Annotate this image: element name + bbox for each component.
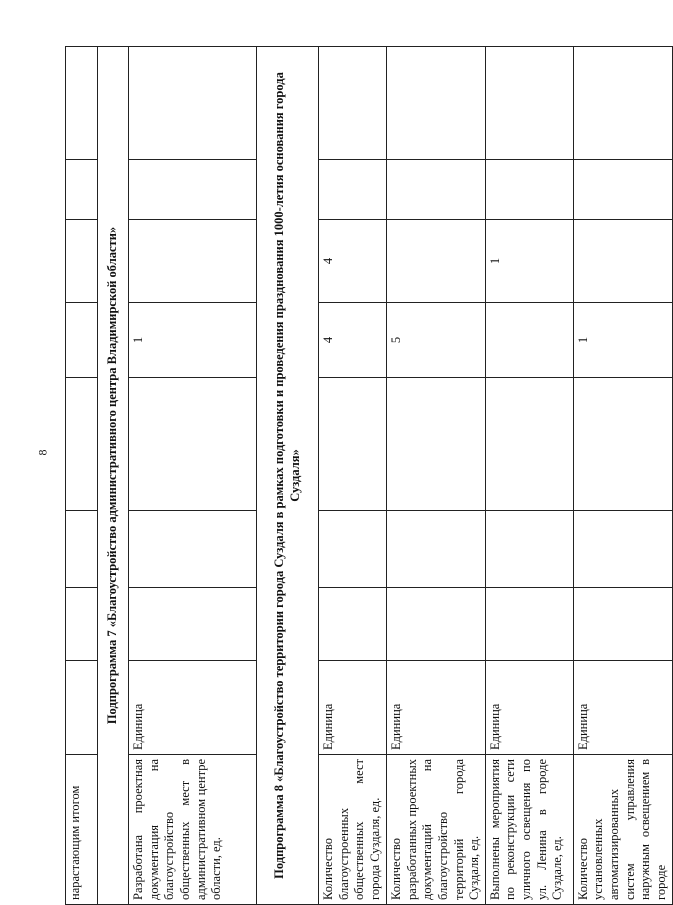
- table-row: [129, 47, 257, 905]
- table-row: [573, 47, 672, 905]
- table-row: [485, 47, 573, 905]
- value-cell: [129, 47, 257, 160]
- row-unit: Единица: [319, 661, 387, 755]
- row-unit: Единица: [129, 661, 257, 755]
- value-cell: [573, 220, 672, 303]
- row-unit: Единица: [573, 661, 672, 755]
- value-cell: [485, 511, 573, 588]
- value-cell: [129, 378, 257, 511]
- subprogram-8-header: [257, 47, 319, 905]
- value-cell: 1: [129, 303, 257, 378]
- row-unit: Единица: [387, 661, 486, 755]
- row-name: Количество установленных автоматизированных систем управления наружным освещением в городе: [573, 755, 672, 905]
- value-cell: [387, 378, 486, 511]
- page-number: 8: [35, 449, 50, 456]
- value-cell: [319, 160, 387, 220]
- value-cell: [387, 160, 486, 220]
- table-row: [66, 47, 98, 905]
- value-cell: 4: [319, 220, 387, 303]
- table-row: [319, 47, 387, 905]
- value-cell: [129, 220, 257, 303]
- value-cell: [573, 588, 672, 661]
- value-cell: 1: [573, 303, 672, 378]
- value-cell: [129, 511, 257, 588]
- value-cell: [129, 588, 257, 661]
- value-cell: [387, 588, 486, 661]
- value-cell: [129, 160, 257, 220]
- value-cell: [573, 511, 672, 588]
- subprogram-8-title: Подпрограмма 8 «Благоустройство территории города Суздаля в рамках подготовки и проведения празднования 1000-летия основания города Суздаля»: [257, 47, 319, 905]
- value-cell: [319, 588, 387, 661]
- subprogram-7-title: Подпрограмма 7 «Благоустройство административного центра Владимирской области»: [98, 47, 129, 905]
- value-cell: 4: [319, 303, 387, 378]
- value-cell: [485, 303, 573, 378]
- value-cell: 1: [485, 220, 573, 303]
- value-cell: [573, 47, 672, 160]
- value-cell: [573, 378, 672, 511]
- value-cell: [485, 378, 573, 511]
- row-name: Количество разработанных проектных документаций на благоустройство территорий города Суздаля, ед.: [387, 755, 486, 905]
- top-row-cell: нарастающим итогом: [66, 755, 98, 905]
- value-cell: [387, 47, 486, 160]
- value-cell: [485, 588, 573, 661]
- row-unit: Единица: [485, 661, 573, 755]
- table-row: [387, 47, 486, 905]
- value-cell: [485, 47, 573, 160]
- row-name: Выполнены мероприятия по реконструкции сети уличного освещения по ул. Ленина в городе Суздале, ед.: [485, 755, 573, 905]
- value-cell: [319, 378, 387, 511]
- value-cell: [319, 511, 387, 588]
- value-cell: [485, 160, 573, 220]
- row-name: Разработана проектная документация на благоустройство общественных мест в административном центре области, ед.: [129, 755, 257, 905]
- row-name: Количество благоустроенных общественных мест города Суздаля, ед.: [319, 755, 387, 905]
- value-cell: [387, 511, 486, 588]
- value-cell: 5: [387, 303, 486, 378]
- value-cell: [319, 47, 387, 160]
- indicators-table: [65, 46, 673, 905]
- subprogram-7-header: [98, 47, 129, 905]
- value-cell: [573, 160, 672, 220]
- value-cell: [387, 220, 486, 303]
- table-container: [65, 47, 668, 905]
